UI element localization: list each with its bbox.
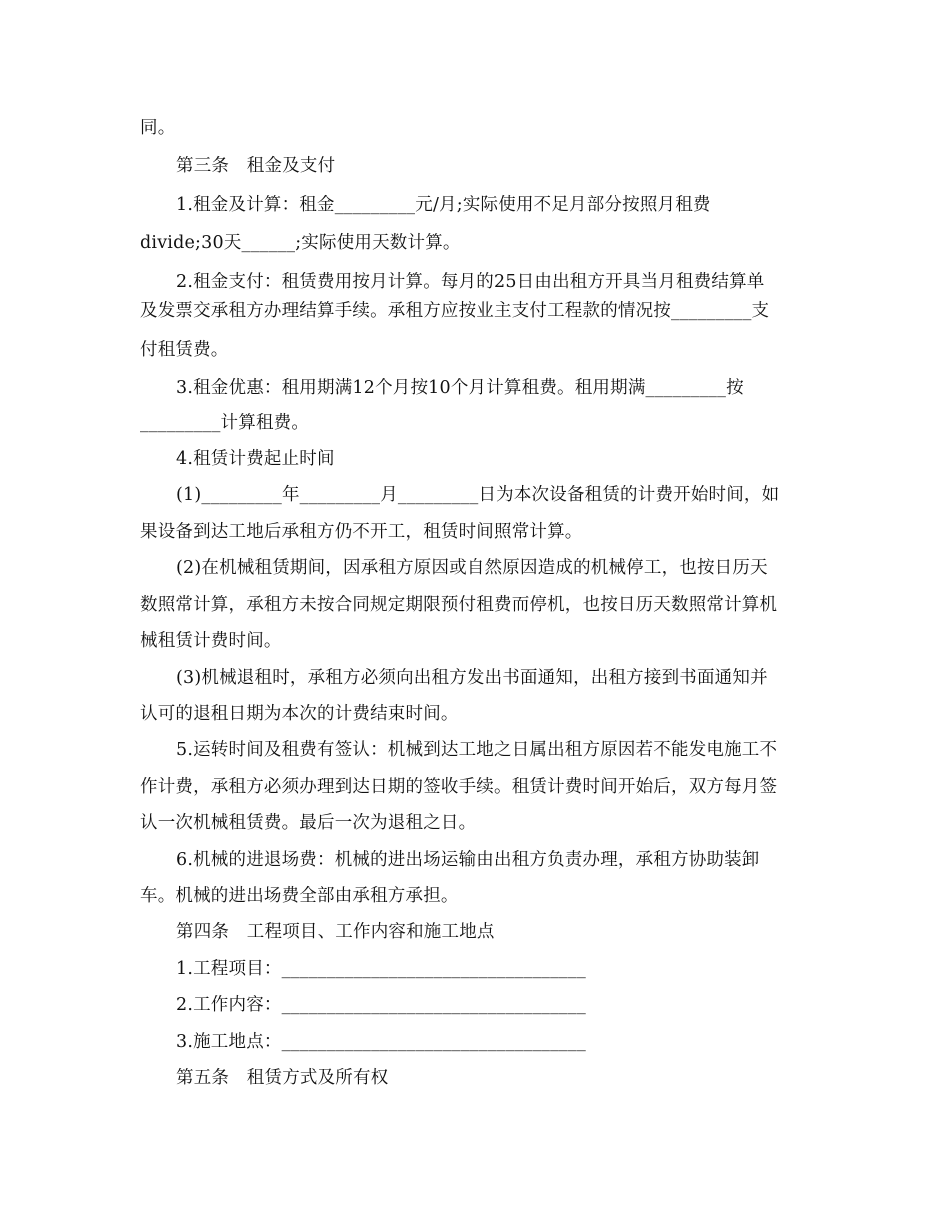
text-line: 4.租赁计费起止时间 (176, 449, 335, 469)
text-line: (2)在机械租赁期间，因承租方原因或自然原因造成的机械停工，也按日历天 (176, 558, 768, 578)
text-line: 5.运转时间及租费有签认：机械到达工地之日属出租方原因若不能发电施工不 (176, 740, 778, 760)
article-heading: 第五条 租赁方式及所有权 (176, 1068, 389, 1088)
text-line: 1.工程项目：__________________________________ (176, 959, 586, 979)
text-line: 果设备到达工地后承租方仍不开工，租赁时间照常计算。 (140, 522, 583, 542)
text-line: _________计算租费。 (140, 413, 310, 433)
article-heading: 第三条 租金及支付 (176, 156, 336, 176)
text-line: 同。 (140, 118, 176, 138)
text-line: 作计费，承租方必须办理到达日期的签收手续。租赁计费时间开始后，双方每月签 (140, 777, 778, 797)
text-line: (3)机械退租时，承租方必须向出租方发出书面通知，出租方接到书面通知并 (176, 668, 768, 688)
text-line: divide;30天______;实际使用天数计算。 (140, 233, 461, 253)
article-heading: 第四条 工程项目、工作内容和施工地点 (176, 922, 495, 942)
text-line: 认可的退租日期为本次的计费结束时间。 (140, 704, 459, 724)
text-line: 2.工作内容：__________________________________ (176, 995, 586, 1015)
text-line: 2.租金支付：租赁费用按月计算。每月的25日由出租方开具当月租费结算单 (176, 272, 765, 292)
text-line: 6.机械的进退场费：机械的进出场运输由出租方负责办理，承租方协助装卸 (176, 850, 760, 870)
text-line: 及发票交承租方办理结算手续。承租方应按业主支付工程款的情况按_________支 (140, 301, 770, 321)
text-line: (1)_________年_________月_________日为本次设备租赁的计费开始时间，如 (176, 485, 780, 505)
text-line: 付租赁费。 (140, 340, 229, 360)
text-line: 车。机械的进出场费全部由承租方承担。 (140, 886, 459, 906)
text-line: 械租赁计费时间。 (140, 631, 282, 651)
text-line: 3.施工地点：__________________________________ (176, 1032, 586, 1052)
text-line: 认一次机械租赁费。最后一次为退租之日。 (140, 813, 477, 833)
text-line: 3.租金优惠：租用期满12个月按10个月计算租费。租用期满_________按 (176, 378, 744, 398)
text-line: 1.租金及计算：租金_________元/月;实际使用不足月部分按照月租费 (176, 195, 711, 215)
text-line: 数照常计算，承租方未按合同规定期限预付租费而停机，也按日历天数照常计算机 (140, 595, 778, 615)
